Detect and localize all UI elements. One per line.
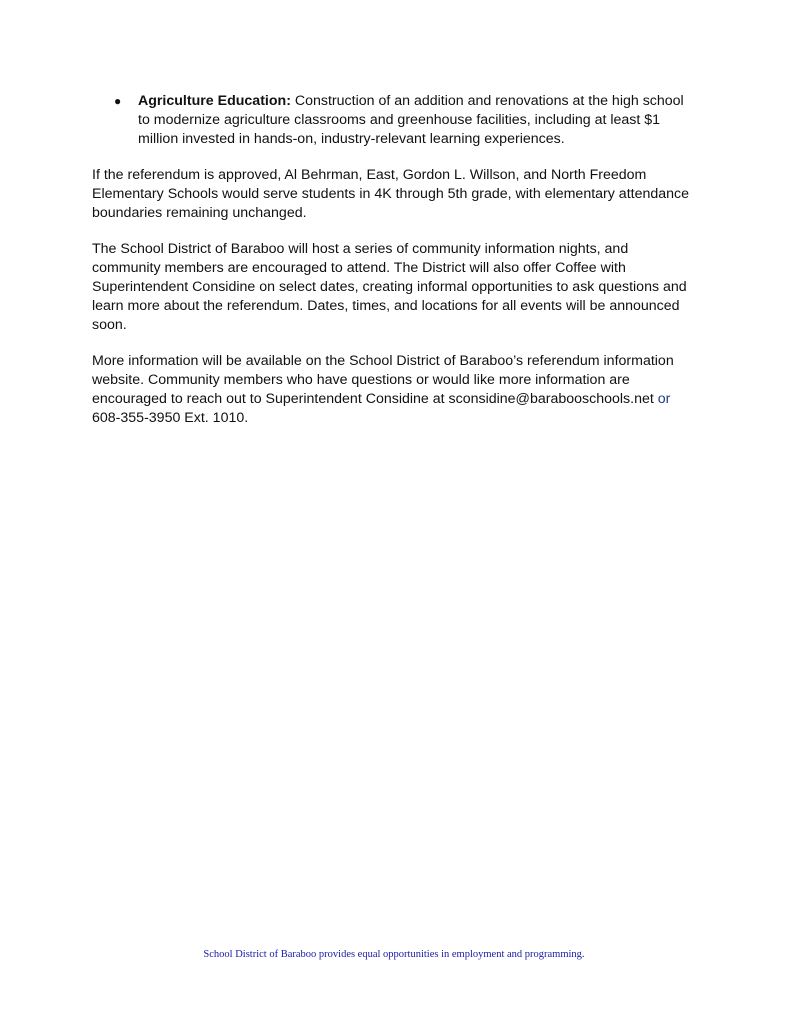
- contact-text: More information will be available on the School District of Baraboo’s referendum information website. Community members who have questions or would like more information are encouraged to reach out to Superintendent Considine at sconsidine@barabooschools.net: [92, 353, 674, 407]
- document-body: [92, 92, 696, 445]
- paragraph-referendum-approval: If the referendum is approved, Al Behrman, East, Gordon L. Willson, and North Freedom Elementary Schools would serve students in 4K through 5th grade, with elementary attendance boundaries remaining unchanged.: [92, 167, 690, 221]
- paragraph-contact-info: [92, 352, 696, 428]
- contact-or: or: [657, 391, 671, 407]
- footer-equal-opportunity: School District of Baraboo provides equal opportunities in employment and programming.: [203, 949, 585, 960]
- bullet-text: Construction of an addition and renovations at the high school to modernize agriculture classrooms and greenhouse facilities, including at least $1 million invested in hands-on, industry-relevant learning experiences.: [138, 93, 684, 147]
- paragraph-information-nights: The School District of Baraboo will host a series of community information nights, and community members are encouraged to attend. The District will also offer Coffee with Superintendent Considine on select dates, creating informal opportunities to ask questions and learn more about the referendum. Dates, times, and locations for all events will be announced soon.: [92, 241, 687, 333]
- bullet-icon: ●: [114, 94, 122, 108]
- bullet-item-agriculture: [92, 92, 696, 149]
- bullet-heading: Agriculture Education:: [138, 93, 291, 109]
- contact-phone: 608-355-3950 Ext. 1010.: [92, 410, 249, 426]
